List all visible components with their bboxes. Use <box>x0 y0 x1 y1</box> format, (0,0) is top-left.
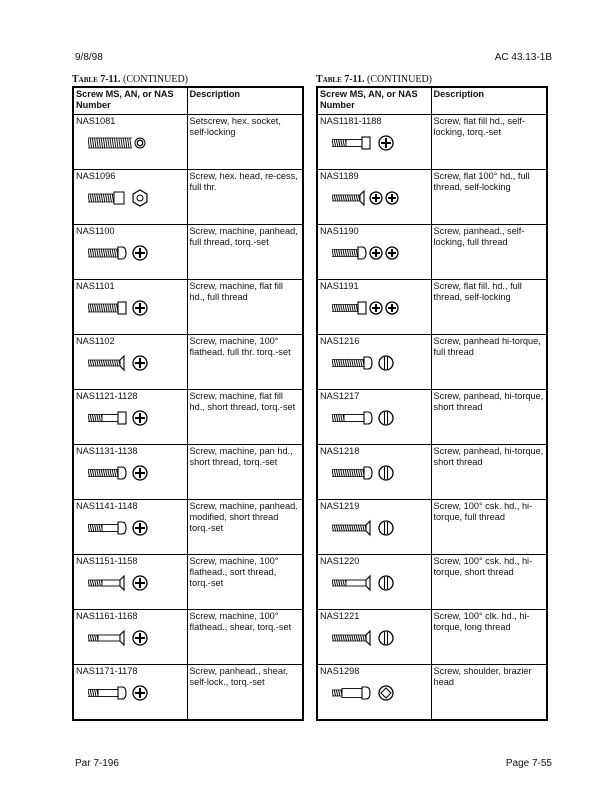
panhead-hitorque-short2-screw-icon <box>332 461 404 485</box>
flathead-shear-screw-icon <box>88 626 160 650</box>
panhead-torqset-screw-icon <box>88 241 160 265</box>
part-number-cell <box>73 555 187 610</box>
table-row <box>73 335 303 390</box>
panhead-hitorque-short-screw-icon <box>332 406 404 430</box>
table-row <box>317 445 547 500</box>
panhead-modified-screw-icon <box>88 516 160 540</box>
flathead-torqset-screw-icon <box>88 351 160 375</box>
part-number: NAS1191 <box>320 281 359 291</box>
part-number: NAS1100 <box>76 226 115 236</box>
part-description: Screw, machine, panhead, full thread, torq.-set <box>187 225 303 280</box>
part-number-cell <box>73 280 187 335</box>
flat-fill-head-screw-icon <box>88 296 160 320</box>
parts-table <box>316 86 548 721</box>
pan-head-short-screw-icon <box>88 461 160 485</box>
parts-table <box>72 86 304 721</box>
part-number: NAS1096 <box>76 171 116 181</box>
table-row <box>73 445 303 500</box>
part-description: Setscrew, hex. socket, self-locking <box>187 115 303 170</box>
part-number: NAS1220 <box>320 556 360 566</box>
part-number: NAS1131-1138 <box>76 446 138 456</box>
part-number: NAS1081 <box>76 116 116 126</box>
part-number: NAS1181-1188 <box>320 116 382 126</box>
table-right <box>316 74 550 721</box>
part-number: NAS1189 <box>320 171 359 181</box>
part-number-cell <box>317 335 431 390</box>
table-row <box>73 225 303 280</box>
part-number-cell <box>73 335 187 390</box>
part-description: Screw, panhead., shear, self-lock., torq.-set <box>187 665 303 721</box>
part-description: Screw, 100° csk. hd., hi-torque, full thread <box>431 500 547 555</box>
part-number: NAS1161-1168 <box>76 611 138 621</box>
panhead-shear-screw-icon <box>88 681 160 705</box>
part-description: Screw, flat 100° hd., full thread, self-locking <box>431 170 547 225</box>
part-number-cell <box>73 500 187 555</box>
part-number: NAS1217 <box>320 391 360 401</box>
table-caption-continued: (CONTINUED) <box>364 74 433 85</box>
part-number-cell <box>73 445 187 500</box>
table-row <box>73 280 303 335</box>
flat-100-selflock-screw-icon <box>332 186 404 210</box>
part-number-cell <box>317 445 431 500</box>
part-number: NAS1298 <box>320 666 360 676</box>
table-caption <box>72 74 306 85</box>
footer-paragraph: Par 7-196 <box>75 758 119 769</box>
part-number-cell <box>73 390 187 445</box>
table-row <box>73 665 303 721</box>
part-number: NAS1221 <box>320 611 360 621</box>
table-row <box>317 225 547 280</box>
table-row <box>317 115 547 170</box>
column-header-description: Description <box>187 87 303 115</box>
part-number-cell <box>317 610 431 665</box>
flat-fill-full-selflock-screw-icon <box>332 296 404 320</box>
table-row <box>73 115 303 170</box>
part-number-cell <box>73 115 187 170</box>
part-number-cell <box>317 115 431 170</box>
table-caption-title: Table 7-11. <box>316 74 365 85</box>
part-description: Screw, 100° csk. hd., hi-torque, short thread <box>431 555 547 610</box>
csk-hitorque-long-screw-icon <box>332 626 404 650</box>
part-description: Screw, panhead hi-torque, full thread <box>431 335 547 390</box>
part-number-cell <box>317 500 431 555</box>
part-description: Screw, panhead, hi-torque, short thread <box>431 445 547 500</box>
table-row <box>317 335 547 390</box>
hex-head-screw-icon <box>88 186 160 210</box>
part-number-cell <box>73 225 187 280</box>
part-number: NAS1101 <box>76 281 115 291</box>
part-number-cell <box>317 390 431 445</box>
part-number: NAS1102 <box>76 336 115 346</box>
part-description: Screw, flat fill. hd., full thread, self-locking <box>431 280 547 335</box>
part-number-cell <box>317 170 431 225</box>
table-caption-title: Table 7-11. <box>72 74 121 85</box>
column-header-description: Description <box>431 87 547 115</box>
shoulder-brazier-screw-icon <box>332 681 404 705</box>
part-number-cell <box>73 170 187 225</box>
column-header-number: Screw MS, AN, or NAS Number <box>317 87 431 115</box>
table-row <box>317 390 547 445</box>
part-description: Screw, 100° clk. hd., hi-torque, long thread <box>431 610 547 665</box>
part-number: NAS1216 <box>320 336 360 346</box>
part-description: Screw, flat fill hd., self-locking, torq.-set <box>431 115 547 170</box>
table-row <box>317 170 547 225</box>
table-row <box>73 500 303 555</box>
table-header-row <box>73 87 303 115</box>
part-description: Screw, machine, panhead. modified, short thread torq.-set <box>187 500 303 555</box>
table-header-row <box>317 87 547 115</box>
table-row <box>317 500 547 555</box>
part-number: NAS1141-1148 <box>76 501 138 511</box>
header-doc-number: AC 43.13-1B <box>494 52 552 63</box>
table-left <box>72 74 306 721</box>
table-row <box>73 555 303 610</box>
flat-fill-short-screw-icon <box>88 406 160 430</box>
part-number: NAS1218 <box>320 446 360 456</box>
part-number-cell <box>317 280 431 335</box>
table-row <box>73 610 303 665</box>
part-number-cell <box>317 555 431 610</box>
part-description: Screw, machine, flat fill hd., short thread, torq.-set <box>187 390 303 445</box>
panhead-selflock-screw-icon <box>332 241 404 265</box>
part-description: Screw, machine, pan hd., short thread, torq.-set <box>187 445 303 500</box>
part-number: NAS1121-1128 <box>76 391 138 401</box>
part-number-cell <box>73 665 187 721</box>
setscrew-hex-socket-icon <box>88 131 160 155</box>
part-number: NAS1171-1178 <box>76 666 138 676</box>
part-number: NAS1219 <box>320 501 360 511</box>
header-date: 9/8/98 <box>75 52 103 63</box>
column-header-number: Screw MS, AN, or NAS Number <box>73 87 187 115</box>
flathead-short-screw-icon <box>88 571 160 595</box>
part-number-cell <box>317 665 431 721</box>
csk-hitorque-short-screw-icon <box>332 571 404 595</box>
part-number: NAS1151-1158 <box>76 556 138 566</box>
footer-page-number: Page 7-55 <box>505 758 552 769</box>
part-number-cell <box>73 610 187 665</box>
part-description: Screw, hex. head, re-cess, full thr. <box>187 170 303 225</box>
part-description: Screw, panhead., self-locking, full thread <box>431 225 547 280</box>
table-row <box>73 390 303 445</box>
table-row <box>317 280 547 335</box>
part-description: Screw, shoulder, brazier head <box>431 665 547 721</box>
csk-hitorque-full-screw-icon <box>332 516 404 540</box>
table-caption <box>316 74 550 85</box>
panhead-hitorque-screw-icon <box>332 351 404 375</box>
table-caption-continued: (CONTINUED) <box>120 74 189 85</box>
table-row <box>317 665 547 721</box>
part-description: Screw, machine, 100° flathead., sort thread, torq.-set <box>187 555 303 610</box>
part-description: Screw, machine, flat fill hd., full thread <box>187 280 303 335</box>
flat-fill-selflock-screw-icon <box>332 131 404 155</box>
part-description: Screw, machine, 100° flathead., shear, torq.-set <box>187 610 303 665</box>
table-row <box>317 555 547 610</box>
part-number: NAS1190 <box>320 226 359 236</box>
part-description: Screw, machine, 100° flathead. full thr. torq.-set <box>187 335 303 390</box>
part-number-cell <box>317 225 431 280</box>
part-description: Screw, panhead, hi-torque, short thread <box>431 390 547 445</box>
table-row <box>317 610 547 665</box>
table-row <box>73 170 303 225</box>
